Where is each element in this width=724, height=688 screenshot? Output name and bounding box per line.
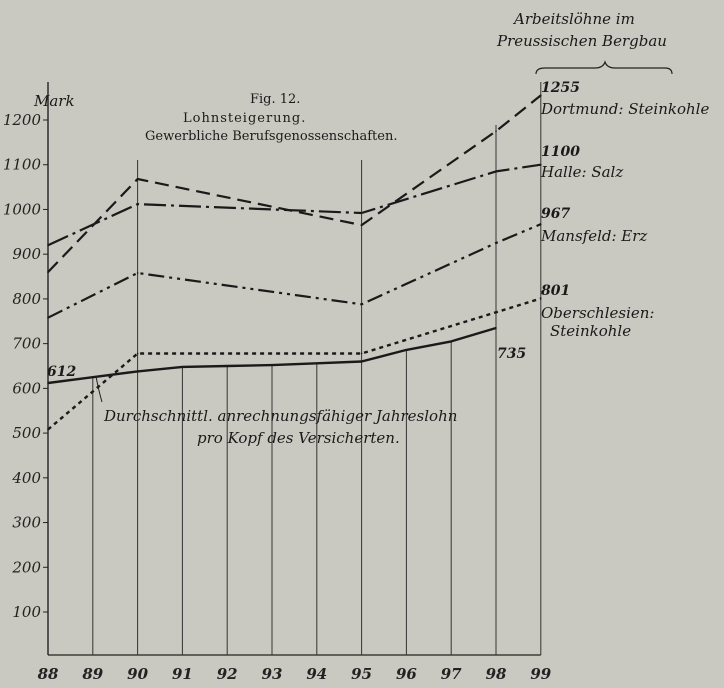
y-tick-600: 600 (12, 379, 41, 398)
gridlines (48, 82, 541, 655)
y-tick-1200: 1200 (2, 111, 41, 129)
x-tick-89: 89 (82, 665, 104, 683)
oberschlesien-line-point-98 (495, 312, 497, 314)
series-lines (47, 95, 541, 431)
durchschnitt-line-point-95 (361, 361, 363, 363)
durchschnitt-label-1: Durchschnittl. anrechnungsfähiger Jahreslohn (104, 407, 458, 425)
halle-line-point-90 (137, 203, 139, 205)
x-tick-96: 96 (395, 665, 417, 683)
durchschnitt-line-point-96 (406, 349, 408, 351)
y-tick-500: 500 (12, 424, 41, 443)
x-tick-labels (38, 665, 552, 683)
y-tick-300: 300 (12, 513, 41, 532)
annotation-leader (96, 376, 102, 402)
x-tick-95: 95 (351, 665, 373, 683)
durchschnitt-line-point-93 (271, 364, 273, 366)
halle-line-point-98 (495, 171, 497, 173)
durchschnitt-line-point-98 (495, 327, 497, 329)
header-brace (536, 62, 672, 74)
x-tick-98: 98 (485, 665, 507, 683)
durchschnitt-label-2: pro Kopf des Versicherten. (197, 429, 400, 447)
y-tick-900: 900 (12, 245, 41, 264)
durchschnitt-line-point-92 (226, 365, 228, 367)
oberschlesien-line-point-95 (361, 353, 363, 355)
x-tick-90: 90 (127, 665, 149, 683)
y-tick-1000: 1000 (2, 200, 41, 219)
y-tick-700: 700 (12, 334, 41, 353)
fig-label: Fig. 12. (250, 92, 301, 107)
durchschnitt-value-label: 735 (497, 346, 527, 362)
chart-title: Lohnsteigerung. (183, 111, 307, 126)
durchschnitt-line-point-89 (92, 376, 94, 378)
x-tick-88: 88 (37, 665, 59, 683)
y-tick-1100: 1100 (2, 155, 41, 174)
halle-name-label: Halle: Salz (541, 163, 624, 181)
halle-line-point-88 (47, 244, 49, 246)
dortmund-value-label: 1255 (541, 80, 580, 96)
mansfeld-line-point-88 (47, 317, 49, 319)
x-tick-91: 91 (171, 665, 193, 683)
header-line-2: Preussischen Bergbau (497, 32, 667, 50)
mansfeld-line-point-95 (361, 303, 363, 305)
dortmund-line-point-90 (137, 178, 139, 180)
halle-line-point-95 (361, 212, 363, 214)
header-line-1: Arbeitslöhne im (514, 10, 635, 28)
y-tick-labels (3, 111, 48, 621)
halle-value-label: 1100 (541, 144, 580, 160)
x-tick-93: 93 (261, 665, 283, 683)
x-tick-92: 92 (216, 665, 238, 683)
mansfeld-line-point-90 (137, 272, 139, 274)
y-tick-100: 100 (12, 603, 41, 621)
dortmund-name-label: Dortmund: Steinkohle (541, 100, 710, 118)
oberschlesien-value-label: 801 (541, 283, 571, 299)
oberschlesien-name-label-2: Steinkohle (550, 322, 632, 340)
mansfeld-line (48, 224, 541, 318)
durchschnitt-line-point-88 (47, 382, 49, 384)
durchschnitt-line-point-90 (137, 371, 139, 373)
mansfeld-line-point-99 (540, 223, 542, 225)
x-tick-97: 97 (440, 665, 462, 683)
y-tick-400: 400 (12, 468, 41, 487)
y-axis-label: Mark (34, 92, 75, 110)
mansfeld-value-label: 967 (541, 206, 571, 222)
oberschlesien-line-point-90 (137, 353, 139, 355)
dortmund-line-point-88 (47, 271, 49, 273)
durchschnitt-start-label: 612 (47, 364, 77, 380)
dortmund-line-point-98 (495, 130, 497, 132)
durchschnitt-line-point-94 (316, 363, 318, 365)
y-tick-800: 800 (12, 289, 41, 308)
chart-subtitle: Gewerbliche Berufsgenossenschaften. (145, 129, 398, 144)
x-tick-99: 99 (530, 665, 552, 683)
mansfeld-line-point-98 (495, 242, 497, 244)
durchschnitt-line-point-97 (450, 341, 452, 343)
durchschnitt-line-point-91 (182, 366, 184, 368)
x-tick-94: 94 (306, 665, 328, 683)
oberschlesien-line-point-88 (47, 429, 49, 431)
oberschlesien-name-label-1: Oberschlesien: (541, 304, 655, 322)
y-tick-200: 200 (12, 558, 41, 577)
dortmund-line-point-95 (361, 224, 363, 226)
mansfeld-name-label: Mansfeld: Erz (541, 227, 648, 245)
halle-line (48, 165, 541, 246)
